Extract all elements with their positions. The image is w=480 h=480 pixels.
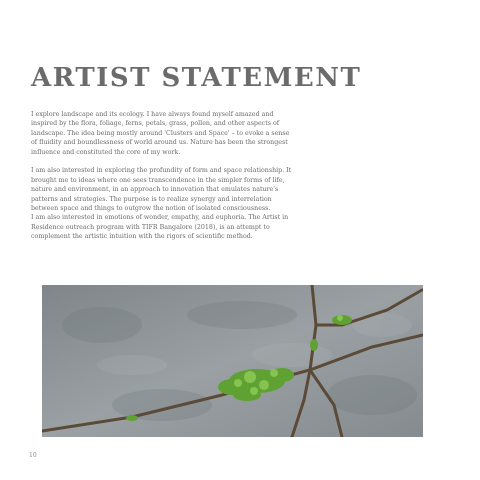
paragraph-3: I am also interested in emotions of wonder, empathy, and euphoria. The Artist in Residence outreach program with TIFR Bangalore (2018), is an attempt to complement the artistic intuition with the rigors of scientific method.	[31, 214, 289, 241]
paragraph-1: I explore landscape and its ecology. I have always found myself amazed and inspired by the flora, foliage, ferns, petals, grass, pollen, and other aspects of landscape. The idea being mostly around 'Clusters and Space' – to evoke a sense of fluidity and boundlessness of world around us. Nature has been the strongest influence and constituted the core of my work.	[31, 111, 290, 156]
moss-photo	[42, 285, 423, 437]
page-title: ARTIST STATEMENT	[31, 63, 362, 93]
page-number: 10	[29, 452, 37, 459]
statement-body	[31, 110, 293, 251]
moss-photo-image	[42, 285, 423, 437]
paragraph-2: I am also interested in exploring the profundity of form and space relationship. It brought me to ideas where one sees transcendence in the simpler forms of life, nature and environment, in an approach to innovation that emulates nature's patterns and strategies. The purpose is to realize synergy and interrelation between space and things to outgrow the notion of isolated consciousness.	[31, 167, 292, 213]
